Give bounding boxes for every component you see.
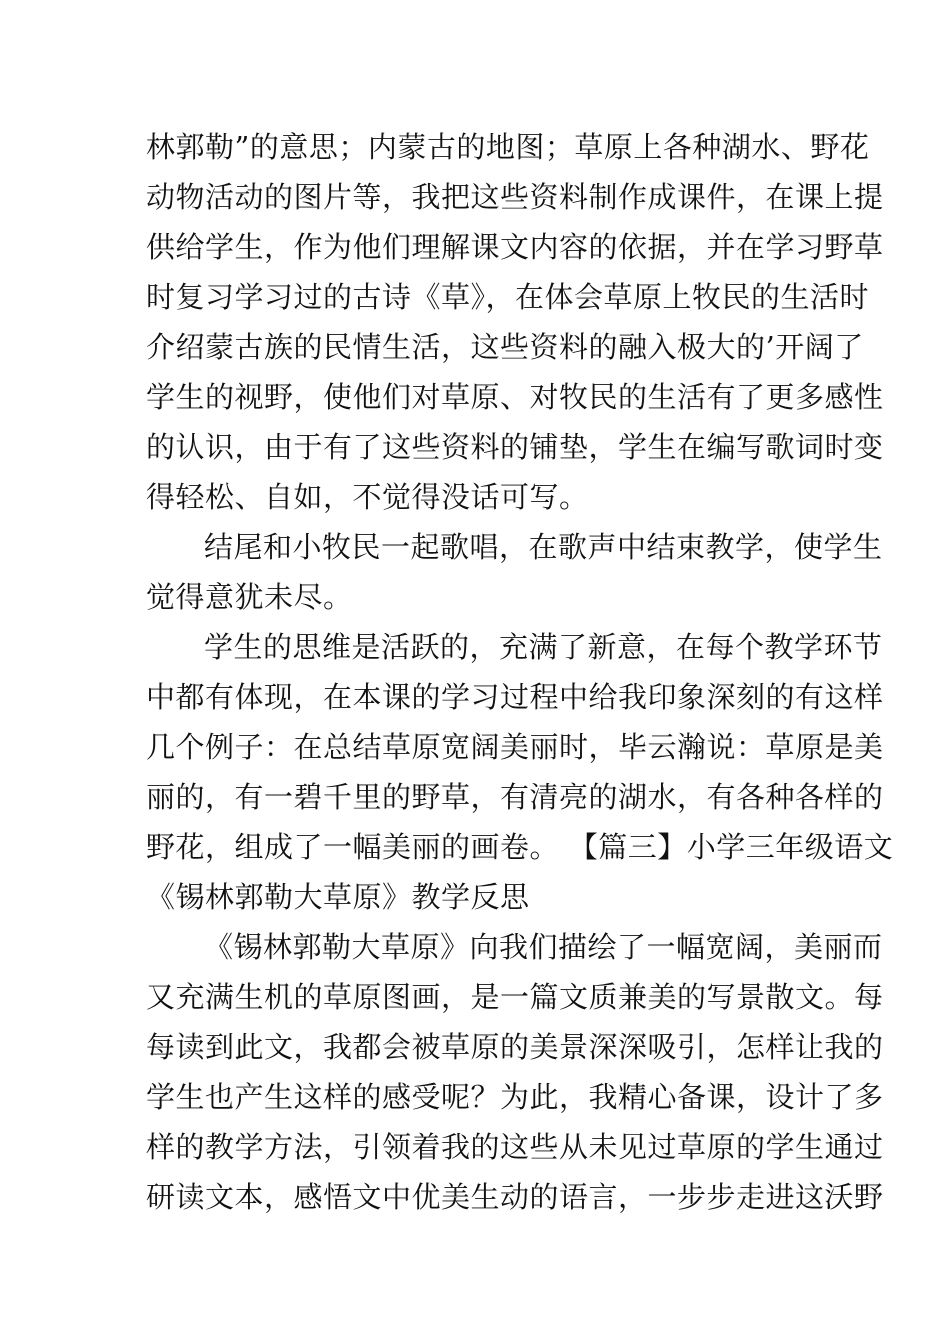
text-line: 觉得意犹未尽。 — [146, 580, 353, 614]
text-line: 几个例子：在总结草原宽阔美丽时，毕云瀚说：草原是美 — [146, 730, 884, 764]
document-body — [146, 122, 894, 1222]
text-line: 的认识，由于有了这些资料的铺垫，学生在编写歌词时变 — [146, 430, 884, 464]
paragraph-start-line: 《锡林郭勒大草原》向我们描绘了一幅宽阔，美丽而 — [204, 930, 883, 964]
text-line: 中都有体现，在本课的学习过程中给我印象深刻的有这样 — [146, 680, 884, 714]
text-line: 动物活动的图片等，我把这些资料制作成课件，在课上提 — [146, 180, 884, 214]
text-line: 得轻松、自如，不觉得没话可写。 — [146, 480, 589, 514]
text-line: 丽的，有一碧千里的野草，有清亮的湖水，有各种各样的 — [146, 780, 884, 814]
text-line: 野花，组成了一幅美丽的画卷。 【篇三】小学三年级语文 — [146, 830, 894, 864]
paragraph-start-line: 结尾和小牧民一起歌唱，在歌声中结束教学，使学生 — [204, 530, 883, 564]
text-line: 供给学生，作为他们理解课文内容的依据，并在学习野草 — [146, 230, 884, 264]
text-line: 学生的视野，使他们对草原、对牧民的生活有了更多感性 — [146, 380, 884, 414]
text-line: 又充满生机的草原图画，是一篇文质兼美的写景散文。每 — [146, 980, 884, 1014]
text-line: 林郭勒”的意思；内蒙古的地图；草原上各种湖水、野花 — [146, 130, 870, 164]
text-line: 学生也产生这样的感受呢？为此，我精心备课，设计了多 — [146, 1080, 884, 1114]
text-line: 研读文本，感悟文中优美生动的语言，一步步走进这沃野 — [146, 1180, 884, 1214]
section-title-line: 《锡林郭勒大草原》教学反思 — [146, 880, 530, 914]
text-line: 时复习学习过的古诗《草》，在体会草原上牧民的生活时 — [146, 280, 870, 314]
text-line: 每读到此文，我都会被草原的美景深深吸引，怎样让我的 — [146, 1030, 884, 1064]
text-line: 样的教学方法，引领着我的这些从未见过草原的学生通过 — [146, 1130, 884, 1164]
paragraph-start-line: 学生的思维是活跃的，充满了新意，在每个教学环节 — [204, 630, 883, 664]
text-line: 介绍蒙古族的民情生活，这些资料的融入极大的’开阔了 — [146, 330, 864, 364]
